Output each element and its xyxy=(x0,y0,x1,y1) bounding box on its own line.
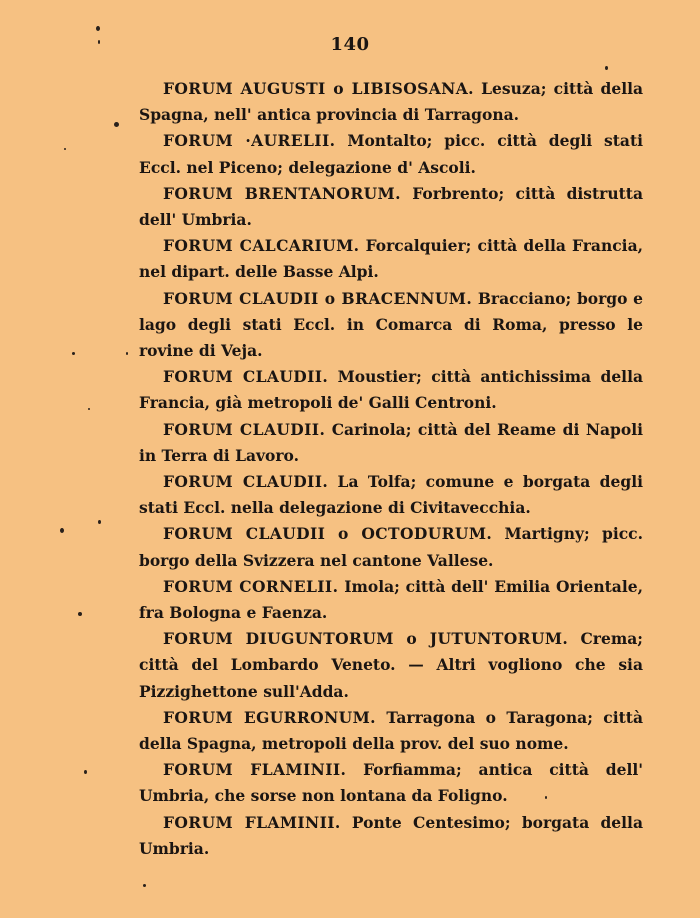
entry-headword: FORUM CLAUDII. xyxy=(163,419,326,439)
entry-definition: Martigny; picc. borgo della Svizzera nel cantone Vallese. xyxy=(139,524,643,570)
entry-headword: FORUM FLAMINII. xyxy=(163,760,347,780)
entry-headword: FORUM CORNELII. xyxy=(163,576,339,596)
entry-definition: La Tolfa; comune e borgata degli stati Eccl. nella delegazione di Civitavecchia. xyxy=(139,472,643,518)
scan-speck xyxy=(98,40,100,44)
scan-speck xyxy=(143,884,146,887)
entry-forum-calcarium xyxy=(139,233,643,285)
entry-headword: FORUM ·AURELII. xyxy=(163,131,336,151)
entry-definition: Forbrento; città distrutta dell' Umbria. xyxy=(139,183,643,230)
entry-forum-brentanorum xyxy=(139,181,643,233)
entry-forum-claudii-octodurum xyxy=(139,521,643,573)
scan-speck xyxy=(88,408,90,410)
entry-definition: Forcalquier; città della Francia, nel dipart. delle Basse Alpi. xyxy=(139,236,644,282)
page-number: 140 xyxy=(330,34,370,55)
scan-speck xyxy=(84,770,87,774)
entry-headword: FORUM DIUGUNTORUM o JUTUNTORUM. xyxy=(163,629,569,649)
entry-forum-flaminii-forfiamma xyxy=(139,757,643,809)
entry-headword: FORUM CLAUDII o OCTODURUM. xyxy=(163,524,493,544)
entry-forum-claudii-tolfa xyxy=(139,469,643,521)
scan-speck xyxy=(545,796,547,799)
entry-definition: Carinola; città del Reame di Napoli in Terra di Lavoro. xyxy=(139,419,643,465)
entry-definition: Imola; città dell' Emilia Orientale, fra Bologna e Faenza. xyxy=(139,576,643,623)
entry-forum-claudii-bracennum xyxy=(139,286,643,365)
entry-definition: Forfiamma; antica città dell' Umbria, che sorse non lontana da Foligno. xyxy=(139,760,643,806)
entry-headword: FORUM AUGUSTI o LIBISOSANA. xyxy=(163,79,474,98)
scan-speck xyxy=(98,520,101,524)
entry-forum-augusti xyxy=(139,76,643,128)
scan-speck xyxy=(126,352,128,355)
scan-speck xyxy=(72,352,75,355)
entry-headword: FORUM CLAUDII. xyxy=(163,472,329,492)
scan-speck xyxy=(605,66,608,70)
entry-headword: FORUM CLAUDII o BRACENNUM. xyxy=(163,288,473,308)
entry-forum-flaminii-ponte xyxy=(139,810,643,862)
scan-speck xyxy=(78,612,82,616)
entry-headword: FORUM EGURRONUM. xyxy=(163,707,376,727)
entry-headword: FORUM CLAUDII. xyxy=(163,367,329,387)
entry-forum-aurelii xyxy=(139,128,643,180)
scan-speck xyxy=(114,122,119,127)
entry-forum-claudii-carinola xyxy=(139,417,643,469)
entry-forum-egurronum xyxy=(139,705,643,757)
scan-speck xyxy=(96,26,100,31)
entry-definition: Crema; città del Lombardo Veneto. — Altri vogliono che sia Pizzighettone sull'Adda. xyxy=(139,629,643,701)
dictionary-entries xyxy=(139,76,643,862)
entry-forum-diuguntorum xyxy=(139,626,643,705)
entry-definition: Tarragona o Taragona; città della Spagna, metropoli della prov. del suo nome. xyxy=(139,707,643,754)
scan-speck xyxy=(64,148,66,150)
entry-headword: FORUM FLAMINII. xyxy=(163,812,341,832)
entry-headword: FORUM CALCARIUM. xyxy=(163,236,360,256)
entry-definition: Moustier; città antichissima della Francia, già metropoli de' Galli Centroni. xyxy=(139,367,643,413)
entry-headword: FORUM BRENTANORUM. xyxy=(163,183,401,203)
scan-speck xyxy=(60,528,64,533)
entry-definition: Lesuza; città della Spagna, nell' antica provincia di Tarragona. xyxy=(139,79,644,125)
entry-forum-claudii-moustier xyxy=(139,364,643,416)
entry-definition: Ponte Centesimo; borgata della Umbria. xyxy=(139,812,643,858)
entry-definition: Bracciano; borgo e lago degli stati Eccl. in Comarca di Roma, presso le rovine di Veja. xyxy=(139,288,644,361)
entry-definition: Montalto; picc. città degli stati Eccl. nel Piceno; delegazione d' Ascoli. xyxy=(139,131,643,177)
entry-forum-cornelii xyxy=(139,574,643,626)
